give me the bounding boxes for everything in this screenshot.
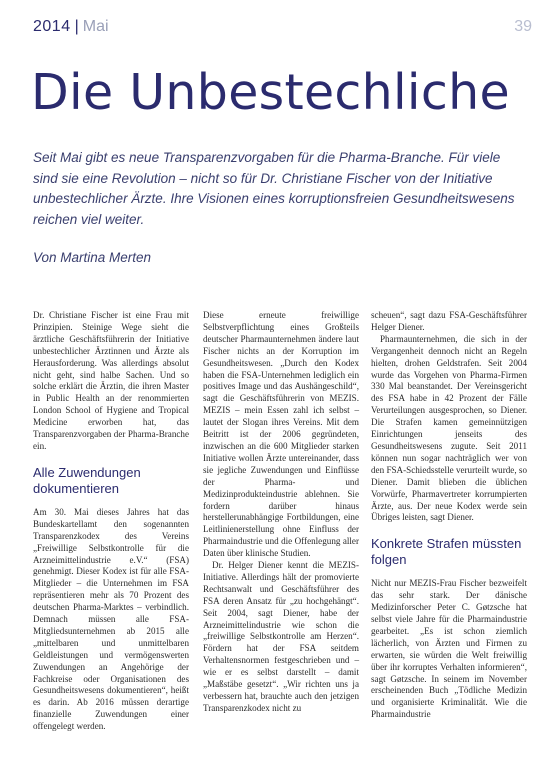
paragraph: Nicht nur MEZIS-Frau Fischer bezweifelt das sehr stark. Der dänische Medizinforscher Peter C. Gøtzsche hat selbst viele Jahre für die Pharmaindustrie gearbeitet. „Es ist schon ziemlich lächerlich, von Ärzten und Firmen zu erwarten, sie würden die Welt freiwillig über ihr korruptes Verhalten informieren“, sagt Gøtzsche. In seinem im November erscheinenden Buch „Tödliche Medizin und organisierte Kriminalität. Wie die Pharmaindustrie (371, 578, 527, 720)
text-column-2 (203, 310, 359, 715)
paragraph: Diese erneute freiwillige Selbstverpflichtung eines Großteils deutscher Pharmaunternehmen ändere laut Fischer nichts an der Korruption im Gesundheitswesen. „Durch den Kodex haben die FSA-Unternehmen lediglich ein positives Image und das Aushängeschild“, sagt die Geschäftsführerin von MEZIS. MEZIS – mein Essen zahl ich selbst – lautet der Slogan ihres Vereins. Mit dem Beitritt ist der 2006 gegründeten, inzwischen an die 600 Mitglieder starken Initiative wollen Ärzte untereinander, dass sie jegliche Zuwendungen und Einflüsse der Pharma- und Medizinprodukteindustrie ablehnen. Sie fordern darüber hinaus herstellerunabhängige Fortbildungen, eine Leitlinienerstellung ohne Einfluss der Pharmaindustrie und die Offenlegung aller Daten über klinische Studien. (203, 310, 359, 559)
issue-month: Mai (82, 18, 109, 35)
subheading: Alle Zuwendungen dokumentieren (33, 464, 141, 496)
text-column-1 (33, 310, 189, 733)
issue-year: 2014 (33, 18, 71, 35)
subheading: Konkrete Strafen müssten folgen (371, 536, 522, 568)
article-byline: Von Martina Merten (33, 250, 152, 265)
article-title: Die Unbestechliche (31, 64, 510, 121)
header-separator: | (74, 18, 79, 35)
paragraph: Dr. Christiane Fischer ist eine Frau mit Prinzipien. Steinige Wege sieht die ärztliche Geschäftsführerin der Initiative unbestechlicher Ärztinnen und Ärzte als Herausforderung. Was allerdings absolut nicht geht, sind halbe Sachen. Und so solche erklärt die Ärztin, die ihren Master in Public Health an der renommierten London School of Hygiene and Tropical Medicine erworben hat, das Transparenzvorgaben der Pharma-Branche ein. (33, 310, 189, 451)
paragraph: Dr. Helger Diener kennt die MEZIS-Initiative. Allerdings hält der promovierte Rechtsanwalt und Geschäftsführer des FSA deren Ansatz für „zu hochgehängt“. Seit 2004, sagt Diener, habe der Arzneimittelindustrie wie schon die „freiwillige Selbstkontrolle am Herzen“. Fördern hat der FSA seitdem Verhaltensnormen festgeschrieben und – wie er es selbst darstellt – damit „Maßstäbe gesetzt“. „Wir richten uns ja verbessern hat, brauchte auch den jetzigen Transparenzkodex nicht zu (203, 560, 359, 713)
paragraph: Am 30. Mai dieses Jahres hat das Bundeskartellamt den sogenannten Transparenzkodex des Vereins „Freiwillige Selbstkontrolle für die Arzneimittelindustrie e.V.“ (FSA) genehmigt. Dieser Kodex ist für alle FSA-Mitglieder – die Unternehmen im FSA repräsentieren mehr als 70 Prozent des deutschen Pharma-Marktes – verbindlich. Demnach müssen alle FSA-Mitgliedsunternehmen ab 2015 alle „mittelbaren und unmittelbaren Geldleistungen und vermögenswerten Zuwendungen an Angehörige der Fachkreise oder Organisationen des Gesundheitswesens dokumentieren“, heißt es darin. Ab 2016 müssen derartige finanzielle Zuwendungen einer offengelegt werden. (33, 506, 189, 732)
article-lead: Seit Mai gibt es neue Transparenzvorgaben für die Pharma-Branche. Für viele sind sie eine Revolution – nicht so für Dr. Christiane Fischer von der Initiative unbestechlicher Ärzte. Ihre Visionen eines korruptionsfreien Gesundheitswesens reichen viel weiter. (33, 150, 515, 227)
paragraph: Pharmaunternehmen, die sich in der Vergangenheit dennoch nicht an Regeln hielten, drohen Geldstrafen. Seit 2004 wurde das Vorgehen von Pharma-Firmen 330 Mal beanstandet. Der Vereinsgericht des FSA habe in 42 Prozent der Fälle Verurteilungen ausgesprochen, so Diener. Die Strafen kamen gemeinnützigen Einrichtungen jenseits des Gesundheitswesens zugute. Seit 2011 können nun sogar nachträglich wer von den FSA-Schiedsstelle verurteilt wurde, so Diener. Damit blieben die üblichen Vorwürfe, Pharmavertreter korrumpierten Ärzte, aus. Der neue Kodex werde sein Übriges leisten, sagt Diener. (371, 333, 527, 523)
text-column-3 (371, 310, 527, 721)
page-header (33, 18, 532, 42)
paragraph: scheuen“, sagt dazu FSA-Geschäftsführer Helger Diener. (371, 310, 527, 332)
page-number: 39 (514, 18, 532, 35)
